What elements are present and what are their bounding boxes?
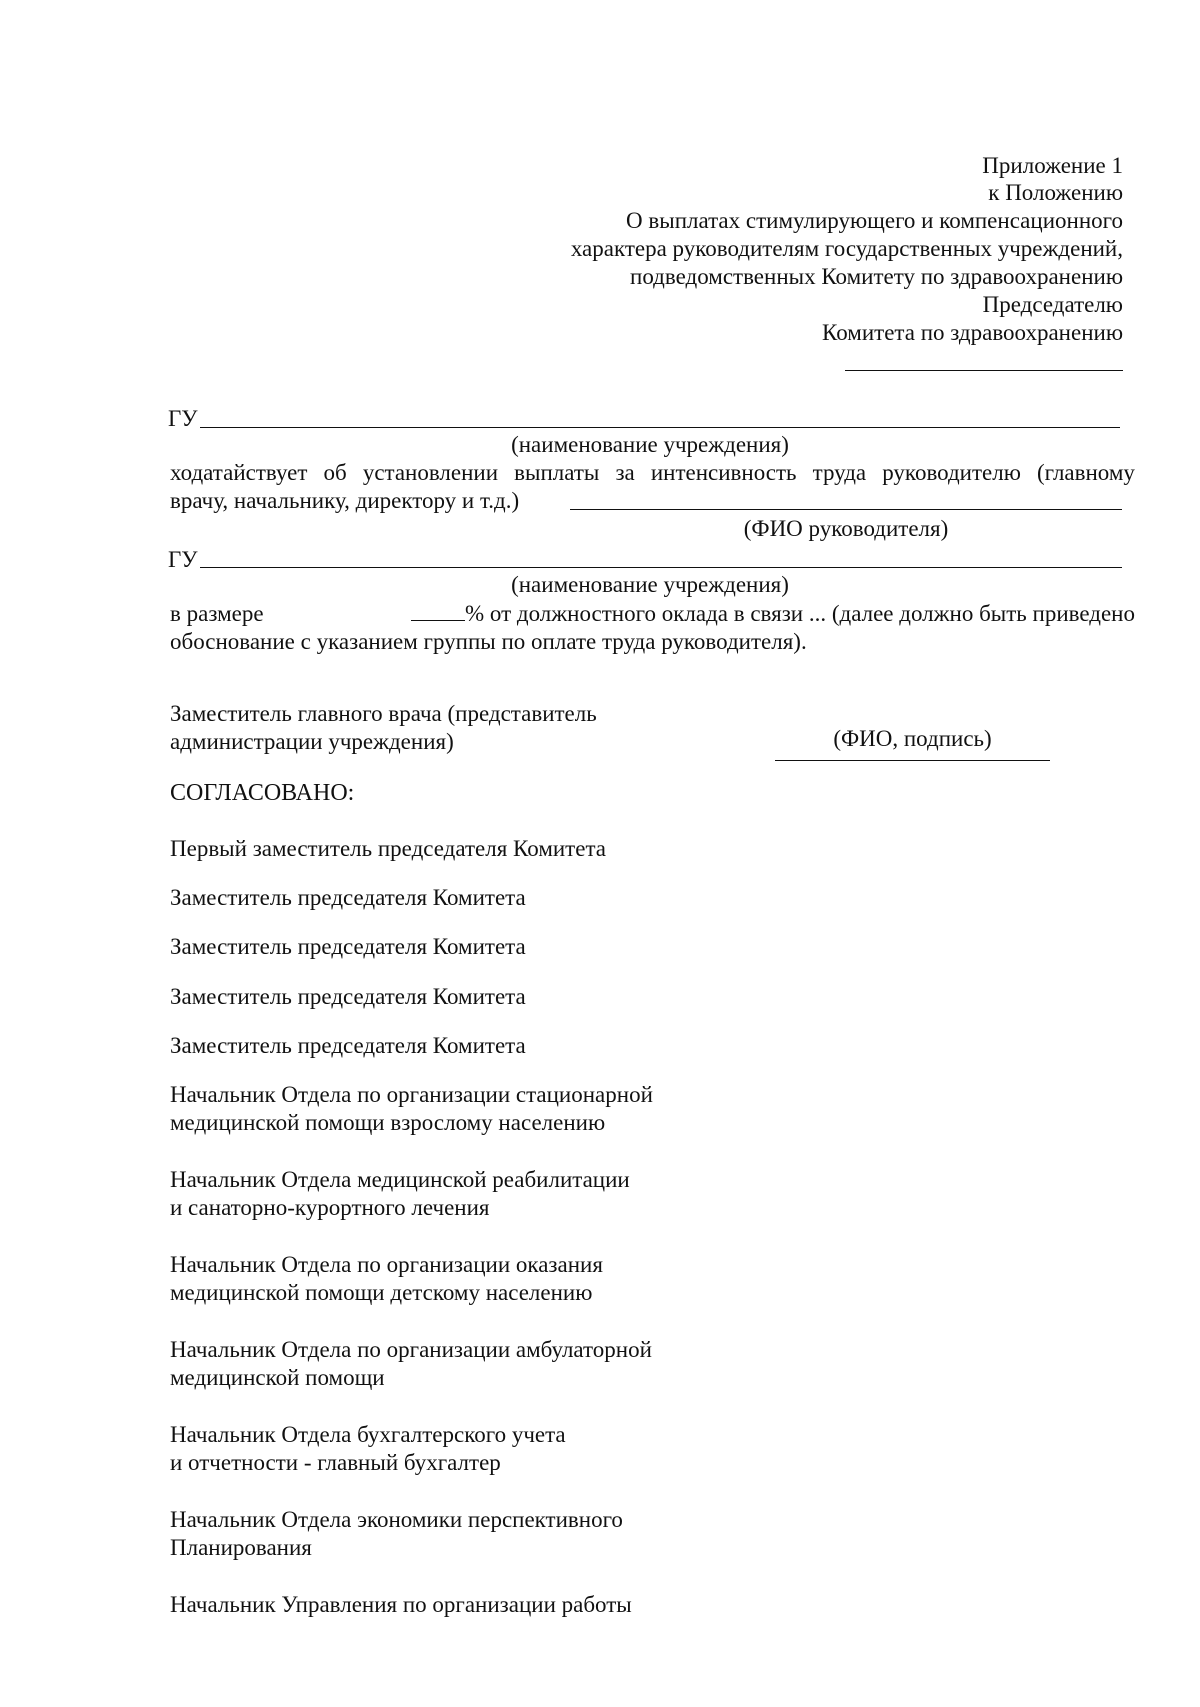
amount-rest (411, 600, 1135, 628)
head-name-caption: (ФИО руководителя) (743, 516, 949, 541)
header-line: подведомственных Комитету по здравоохранению (630, 264, 1123, 289)
amount-line (170, 600, 1135, 628)
signatory: медицинской помощи детскому населению (170, 1280, 593, 1305)
petition-line: врачу, начальнику, директору и т.д.) (170, 488, 520, 513)
signatory: и санаторно-курортного лечения (170, 1195, 490, 1220)
agreed-heading: СОГЛАСОВАНО: (170, 780, 355, 806)
signature-caption: (ФИО, подпись) (833, 726, 992, 751)
signatory: Начальник Отдела по организации амбулаторной (170, 1337, 652, 1362)
signatory: Заместитель председателя Комитета (170, 984, 526, 1009)
signatory: и отчетности - главный бухгалтер (170, 1450, 501, 1475)
institution-name-blank (200, 427, 1120, 428)
signatory: медицинской помощи взрослому населению (170, 1110, 606, 1135)
signatory: Планирования (170, 1535, 312, 1560)
signatory: Заместитель председателя Комитета (170, 934, 526, 959)
institution-caption: (наименование учреждения) (511, 432, 789, 457)
signature-blank (775, 760, 1050, 761)
signatory: Заместитель председателя Комитета (170, 885, 526, 910)
amount-prefix: в размере (170, 601, 264, 626)
signatory: Начальник Отдела по организации стационарной (170, 1082, 653, 1107)
institution-name-blank (200, 567, 1122, 568)
signatory: Первый заместитель председателя Комитета (170, 836, 606, 861)
percent-blank (411, 602, 465, 621)
addressee-name-blank (845, 370, 1123, 371)
amount-rest-text: % от должностного оклада в связи ... (далее должно быть приведено (464, 601, 1135, 626)
appendix-number: Приложение 1 (982, 153, 1123, 178)
addressee-line: Председателю (982, 292, 1123, 317)
amount-text (170, 600, 1135, 628)
signatory: Начальник Отдела бухгалтерского учета (170, 1422, 566, 1447)
gu-label: ГУ (168, 406, 198, 431)
signatory: Начальник Отдела медицинской реабилитации (170, 1167, 630, 1192)
amount-line: обоснование с указанием группы по оплате труда руководителя). (170, 629, 807, 654)
institution-caption: (наименование учреждения) (511, 572, 789, 597)
deputy-title: Заместитель главного врача (представитель (170, 701, 597, 726)
header-line: к Положению (988, 180, 1123, 205)
addressee-line: Комитета по здравоохранению (822, 320, 1123, 345)
signatory: медицинской помощи (170, 1365, 385, 1390)
signatory: Начальник Управления по организации работы (170, 1592, 632, 1617)
header-line: характера руководителям государственных учреждений, (570, 236, 1123, 261)
signatory: Заместитель председателя Комитета (170, 1033, 526, 1058)
signatory: Начальник Отдела по организации оказания (170, 1252, 603, 1277)
petition-text (170, 459, 1135, 487)
header-line: О выплатах стимулирующего и компенсационного (626, 208, 1123, 233)
deputy-title: администрации учреждения) (170, 729, 454, 754)
gu-label: ГУ (168, 547, 198, 572)
signatory: Начальник Отдела экономики перспективного (170, 1507, 623, 1532)
petition-line: ходатайствует об установлении выплаты за интенсивность труда руководителю (главному (170, 460, 1135, 485)
head-name-blank (570, 509, 1122, 510)
